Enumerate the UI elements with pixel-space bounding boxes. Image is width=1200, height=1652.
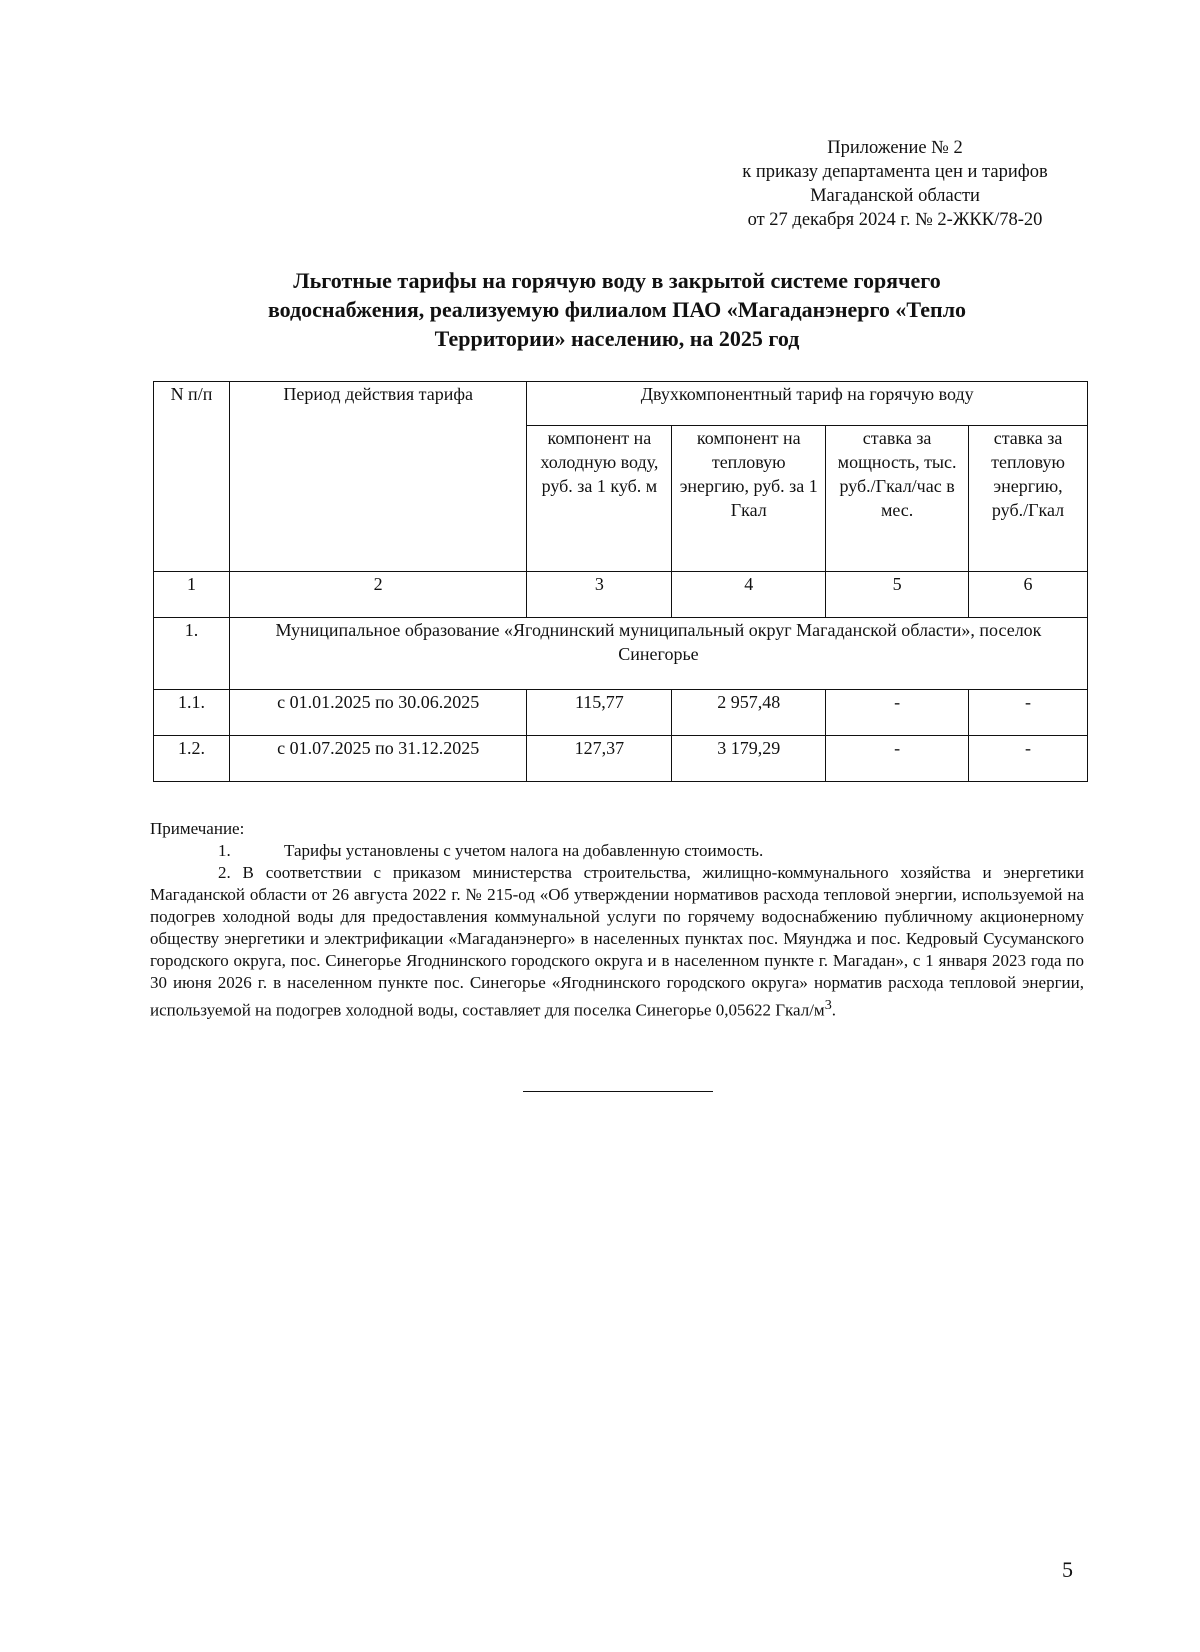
column-number-row	[154, 572, 1088, 618]
notes-section	[150, 818, 1084, 1022]
column-number: 2	[229, 572, 527, 618]
column-number: 6	[969, 572, 1088, 618]
note-item-2-text: 2. В соответствии с приказом министерства строительства, жилищно-коммунального хозяйства и энергетики Магаданской области от 26 августа 2022 г. № 215-од «Об утверждении нормативов расхода тепловой энергии, используемой на подогрев холодной воды для предоставления коммунальной услуги по горячему водоснабжению публичному акционерному обществу энергетики и электрификации «Магаданэнерго» в населенных пунктах пос. Мяунджа и пос. Кедровый Сусуманского городского округа, пос. Синегорье Ягоднинского городского округа и в населенном пункте г. Магадан», с 1 января 2023 года по 30 июня 2026 г. в населенном пункте пос. Синегорье «Ягоднинского городского округа» норматив расхода тепловой энергии, используемой на подогрев холодной воды, составляет для поселка Синегорье 0,05622 Гкал/м	[150, 863, 1084, 1020]
row-heat-energy: 3 179,29	[672, 736, 826, 782]
table-header-row	[154, 382, 1088, 426]
row-cold-water: 115,77	[527, 690, 672, 736]
note-item-1	[150, 840, 1084, 862]
annex-header	[690, 136, 1100, 232]
row-period: с 01.01.2025 по 30.06.2025	[229, 690, 527, 736]
column-number: 4	[672, 572, 826, 618]
table-row	[154, 736, 1088, 782]
note-item-1-text: Тарифы установлены с учетом налога на добавленную стоимость.	[284, 841, 764, 860]
header-cell-number: N п/п	[154, 382, 230, 572]
group-label: Муниципальное образование «Ягоднинский муниципальный округ Магаданской области», поселок Синегорье	[229, 618, 1087, 690]
tariff-table	[153, 381, 1088, 782]
subheader-cold-water: компонент на холодную воду, руб. за 1 куб. м	[527, 426, 672, 572]
title-line: Льготные тарифы на горячую воду в закрытой системе горячего	[293, 268, 941, 293]
annex-line: к приказу департамента цен и тарифов	[742, 162, 1048, 182]
note-item-2	[150, 862, 1084, 1022]
subheader-heat-energy: компонент на тепловую энергию, руб. за 1 Гкал	[672, 426, 826, 572]
column-number: 1	[154, 572, 230, 618]
row-cold-water: 127,37	[527, 736, 672, 782]
closing-divider	[523, 1091, 713, 1092]
row-number: 1.1.	[154, 690, 230, 736]
title-line: Территории» населению, на 2025 год	[434, 326, 800, 351]
row-number: 1.2.	[154, 736, 230, 782]
annex-line: Приложение № 2	[827, 138, 963, 158]
table-row	[154, 690, 1088, 736]
note-item-2-superscript: 3	[824, 997, 832, 1013]
row-period: с 01.07.2025 по 31.12.2025	[229, 736, 527, 782]
subheader-energy-rate: ставка за тепловую энергию, руб./Гкал	[969, 426, 1088, 572]
row-power-rate: -	[826, 736, 969, 782]
note-item-2-end: .	[831, 1000, 837, 1020]
row-heat-energy: 2 957,48	[672, 690, 826, 736]
notes-heading: Примечание:	[150, 819, 245, 838]
row-power-rate: -	[826, 690, 969, 736]
note-item-1-number: 1.	[218, 841, 231, 860]
row-energy-rate: -	[969, 690, 1088, 736]
annex-line: Магаданской области	[810, 186, 980, 206]
title-line: водоснабжения, реализуемую филиалом ПАО «Магаданэнерго «Тепло	[267, 297, 967, 322]
header-cell-period: Период действия тарифа	[229, 382, 527, 572]
group-number: 1.	[154, 618, 230, 690]
subheader-power-rate: ставка за мощность, тыс. руб./Гкал/час в мес.	[826, 426, 969, 572]
group-row	[154, 618, 1088, 690]
page-number: 5	[1062, 1557, 1073, 1582]
column-number: 3	[527, 572, 672, 618]
row-energy-rate: -	[969, 736, 1088, 782]
annex-line: от 27 декабря 2024 г. № 2-ЖКК/78-20	[747, 210, 1043, 230]
document-title	[150, 266, 1084, 353]
header-cell-two-component: Двухкомпонентный тариф на горячую воду	[527, 382, 1088, 426]
column-number: 5	[826, 572, 969, 618]
